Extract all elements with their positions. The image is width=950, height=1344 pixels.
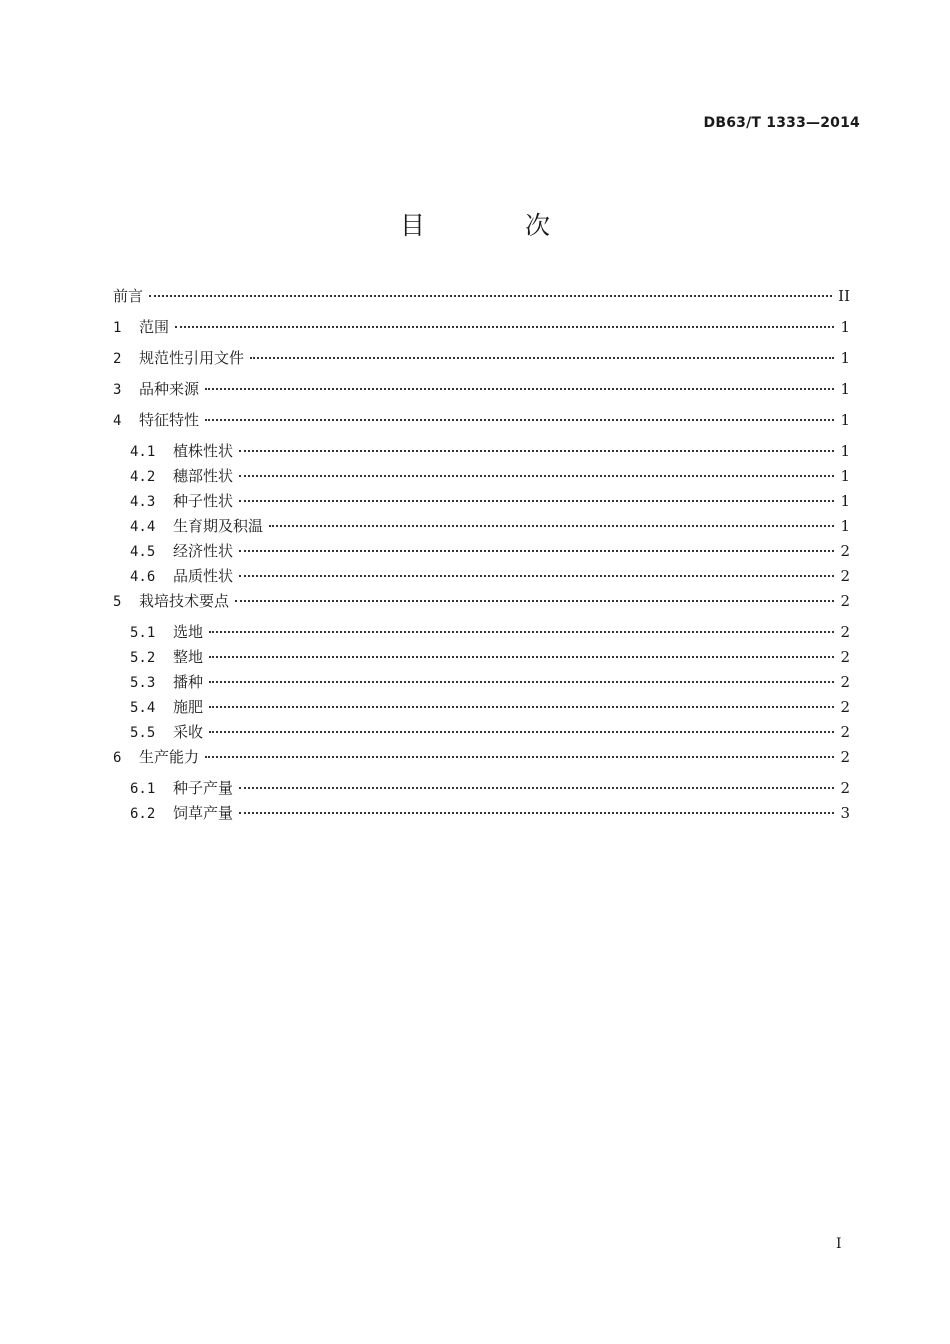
toc-entry-page: 2 — [840, 673, 850, 691]
toc-entry[interactable] — [113, 410, 850, 441]
page-title — [0, 206, 950, 242]
toc-entry-label: 特征特性 — [139, 411, 200, 429]
toc-entry[interactable] — [113, 803, 850, 828]
toc-entry[interactable] — [113, 317, 850, 348]
toc-entry[interactable] — [113, 722, 850, 747]
toc-entry-page: 1 — [840, 467, 850, 485]
toc-entry-number: 5.2 — [130, 650, 156, 666]
toc-entry-label: 生育期及积温 — [173, 517, 264, 535]
toc-entry-page: 1 — [840, 517, 850, 535]
dot-leader — [269, 525, 834, 527]
toc-entry-page: 1 — [840, 318, 850, 336]
toc-entry-number: 5.5 — [130, 725, 156, 741]
toc-entry-label: 栽培技术要点 — [139, 592, 230, 610]
toc-entry[interactable] — [113, 516, 850, 541]
toc-entry[interactable] — [113, 541, 850, 566]
toc-entry-label: 采收 — [173, 723, 204, 741]
toc-entry[interactable] — [113, 379, 850, 410]
toc-entry-label: 饲草产量 — [173, 804, 234, 822]
toc-entry-number: 1 — [113, 320, 122, 336]
toc-entry-number: 4.3 — [130, 494, 156, 510]
standard-code: DB63/T 1333—2014 — [703, 115, 860, 131]
toc-entry-label: 规范性引用文件 — [139, 349, 245, 367]
toc-entry-label: 种子产量 — [173, 779, 234, 797]
toc-entry[interactable] — [113, 697, 850, 722]
dot-leader — [175, 326, 834, 328]
toc-entry[interactable] — [113, 286, 850, 317]
toc-entry-page: 3 — [840, 804, 850, 822]
toc-entry-number: 4 — [113, 413, 122, 429]
dot-leader — [205, 756, 834, 758]
dot-leader — [205, 419, 834, 421]
toc-entry[interactable] — [113, 491, 850, 516]
toc-entry-label: 播种 — [173, 673, 204, 691]
toc-entry-page: 2 — [840, 648, 850, 666]
toc-entry-page: 2 — [840, 698, 850, 716]
toc-entry[interactable] — [113, 348, 850, 379]
toc-entry-page: 2 — [840, 723, 850, 741]
toc-entry-number: 4.5 — [130, 544, 156, 560]
toc-entry[interactable] — [113, 622, 850, 647]
toc-entry-number: 5 — [113, 594, 122, 610]
toc-entry-number: 6 — [113, 750, 122, 766]
dot-leader — [239, 475, 834, 477]
dot-leader — [205, 388, 834, 390]
dot-leader — [250, 357, 834, 359]
toc-entry-number: 6.2 — [130, 806, 156, 822]
toc-entry-page: 2 — [840, 623, 850, 641]
toc-entry-number: 5.4 — [130, 700, 156, 716]
dot-leader — [209, 731, 834, 733]
toc-entry-number: 4.1 — [130, 444, 156, 460]
toc-entry-page: 2 — [840, 542, 850, 560]
toc-entry-page: 2 — [840, 779, 850, 797]
toc-entry-page: 1 — [840, 380, 850, 398]
toc-entry-number: 5.3 — [130, 675, 156, 691]
dot-leader — [235, 600, 834, 602]
dot-leader — [239, 500, 834, 502]
toc-entry-number: 4.2 — [130, 469, 156, 485]
toc-entry-label: 经济性状 — [173, 542, 234, 560]
toc-entry-label: 施肥 — [173, 698, 204, 716]
toc-entry-page: 1 — [840, 349, 850, 367]
toc-entry-label: 品种来源 — [139, 380, 200, 398]
dot-leader — [209, 656, 834, 658]
toc-entry-label: 整地 — [173, 648, 204, 666]
toc-entry-number: 2 — [113, 351, 122, 367]
toc-entry-label: 植株性状 — [173, 442, 234, 460]
table-of-contents — [113, 286, 850, 828]
toc-entry[interactable] — [113, 591, 850, 622]
dot-leader — [209, 706, 834, 708]
toc-entry-number: 6.1 — [130, 781, 156, 797]
toc-entry-number: 4.6 — [130, 569, 156, 585]
toc-entry[interactable] — [113, 566, 850, 591]
toc-entry-label: 种子性状 — [173, 492, 234, 510]
toc-entry[interactable] — [113, 672, 850, 697]
toc-entry-page: II — [838, 287, 850, 305]
toc-entry-label: 范围 — [139, 318, 170, 336]
dot-leader — [239, 550, 834, 552]
page-title-text: 目 次 — [400, 211, 596, 240]
toc-entry[interactable] — [113, 466, 850, 491]
dot-leader — [239, 787, 834, 789]
toc-entry-page: 1 — [840, 442, 850, 460]
toc-entry-page: 2 — [840, 592, 850, 610]
dot-leader — [239, 450, 834, 452]
toc-entry-page: 1 — [840, 411, 850, 429]
toc-entry-page: 1 — [840, 492, 850, 510]
toc-entry-label: 前言 — [113, 287, 144, 305]
toc-entry[interactable] — [113, 647, 850, 672]
toc-entry[interactable] — [113, 747, 850, 778]
toc-entry-number: 4.4 — [130, 519, 156, 535]
toc-entry-number: 5.1 — [130, 625, 156, 641]
dot-leader — [209, 631, 834, 633]
dot-leader — [239, 575, 834, 577]
toc-entry-page: 2 — [840, 567, 850, 585]
toc-entry-page: 2 — [840, 748, 850, 766]
dot-leader — [209, 681, 834, 683]
toc-entry-label: 生产能力 — [139, 748, 200, 766]
dot-leader — [239, 812, 834, 814]
toc-entry[interactable] — [113, 778, 850, 803]
page-number: I — [836, 1236, 842, 1252]
toc-entry-label: 穗部性状 — [173, 467, 234, 485]
toc-entry-label: 品质性状 — [173, 567, 234, 585]
dot-leader — [149, 295, 832, 297]
toc-entry-label: 选地 — [173, 623, 204, 641]
toc-entry[interactable] — [113, 441, 850, 466]
toc-entry-number: 3 — [113, 382, 122, 398]
